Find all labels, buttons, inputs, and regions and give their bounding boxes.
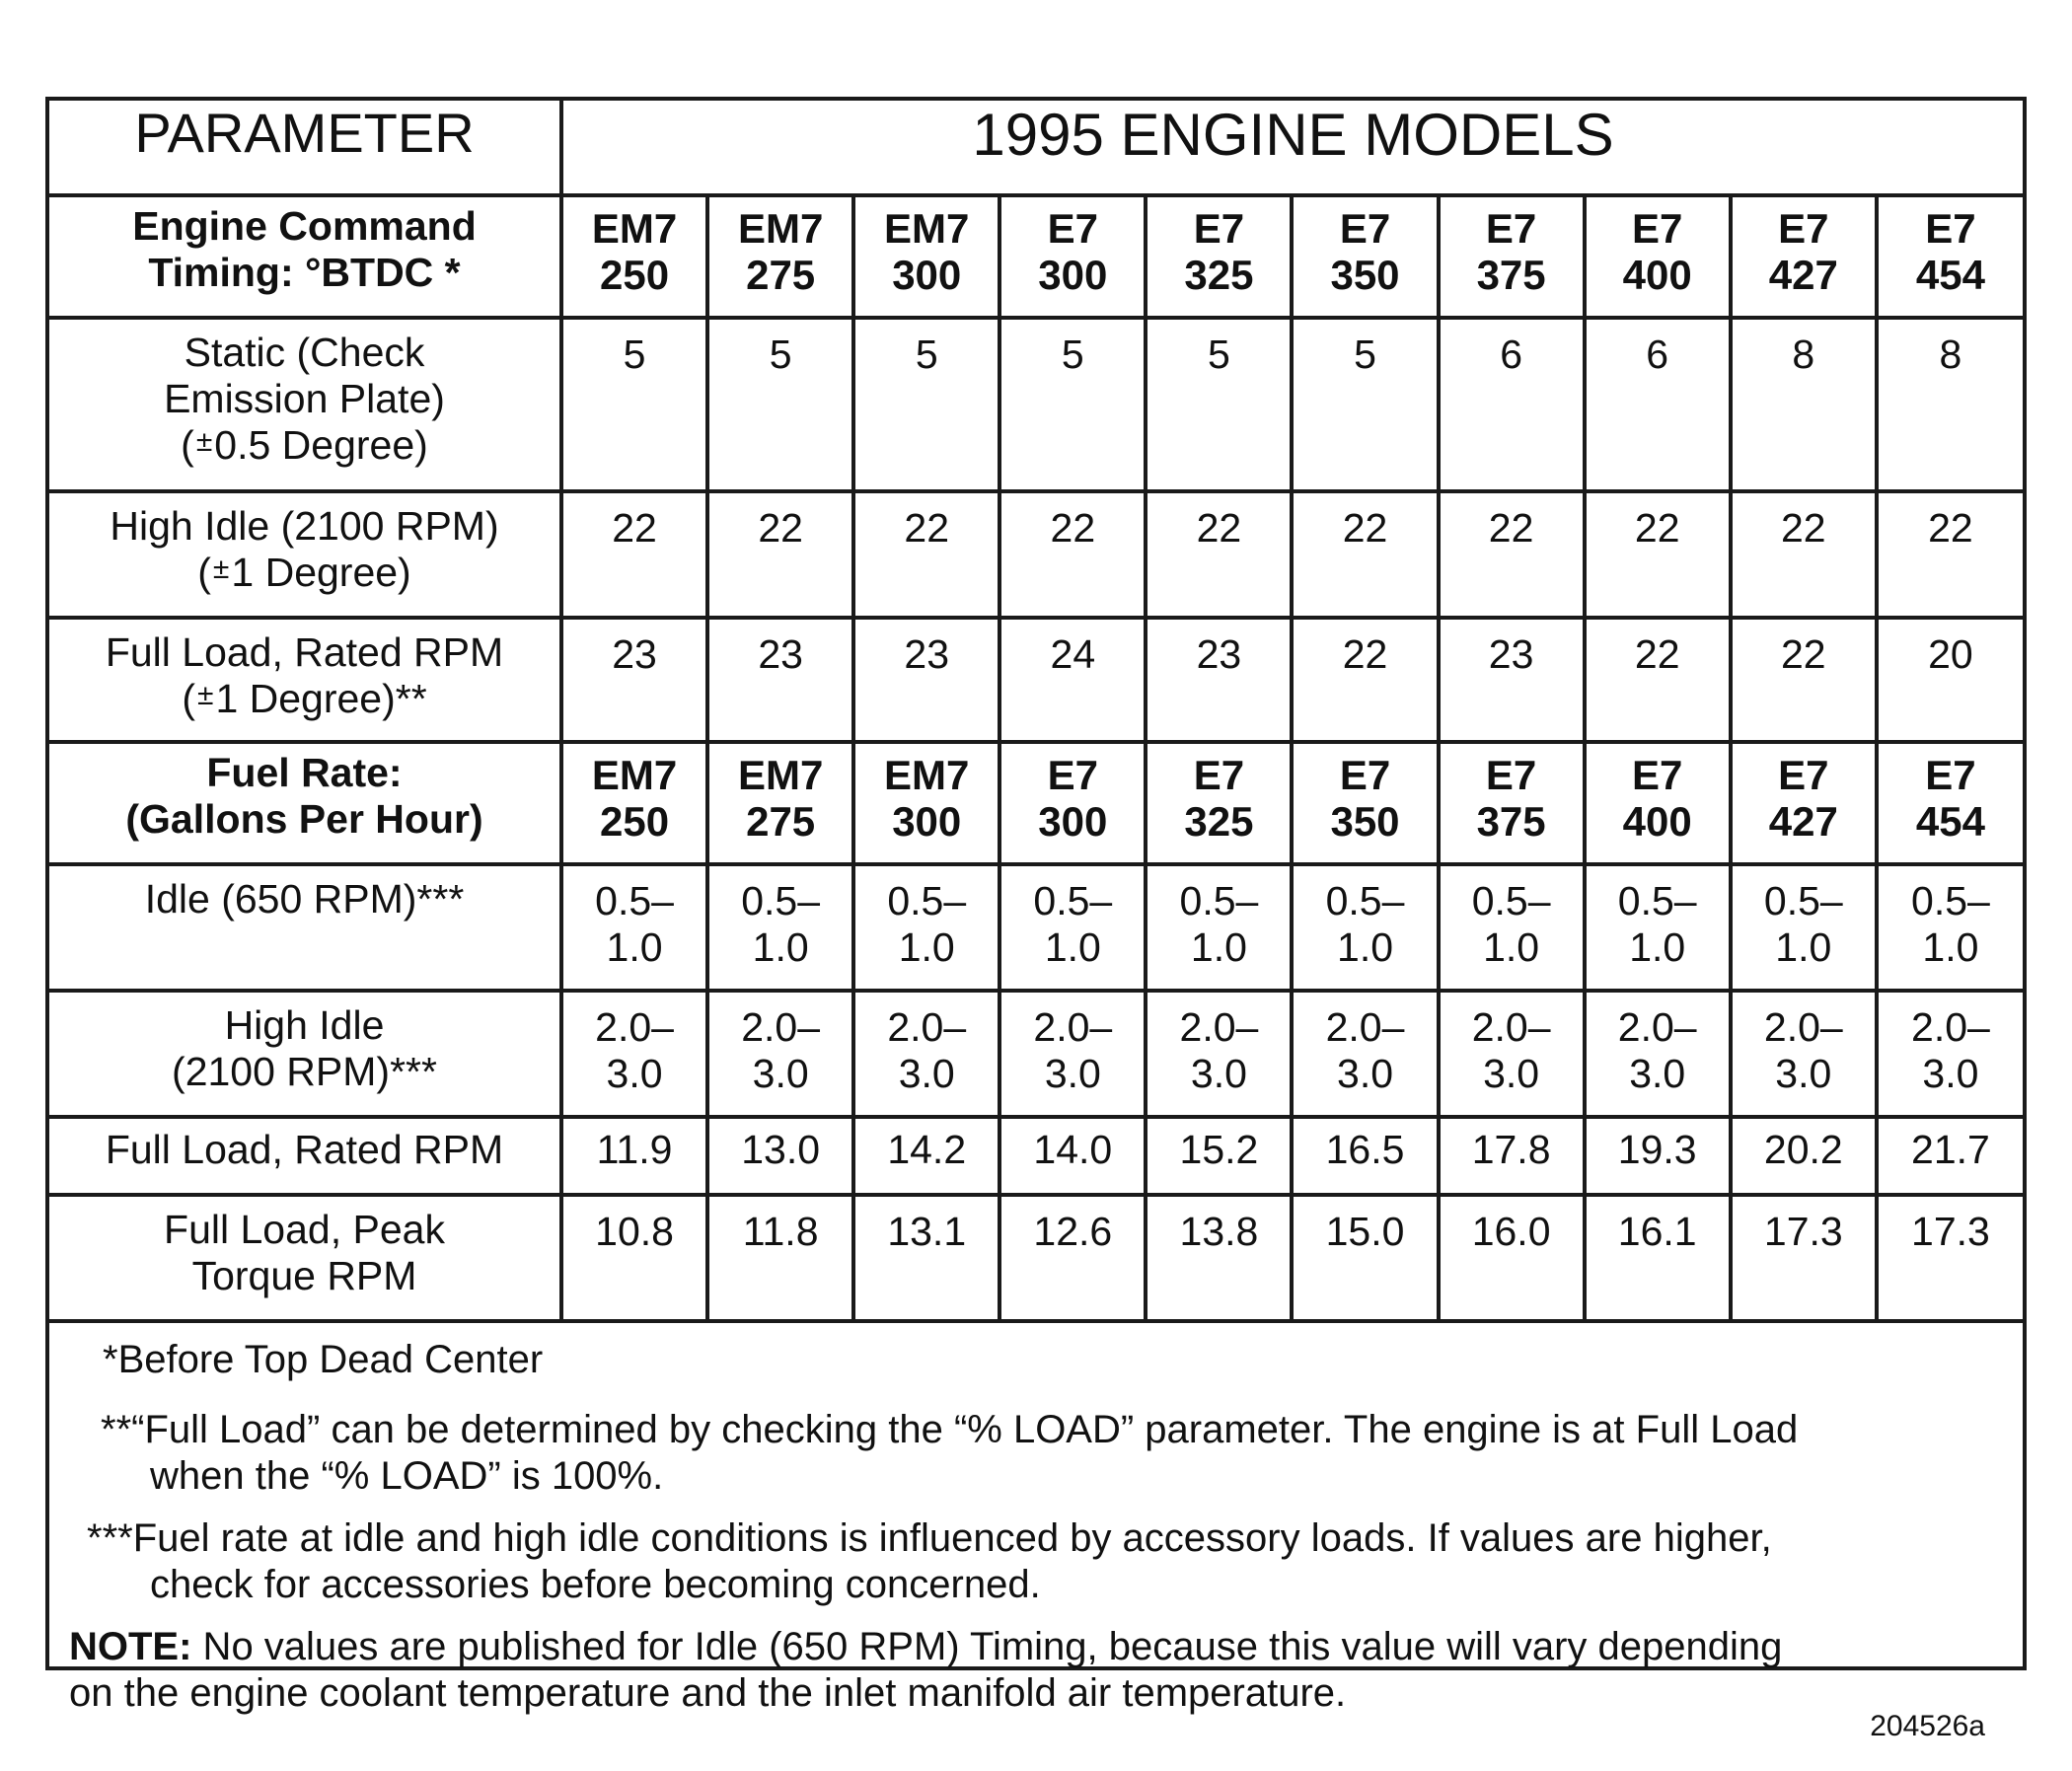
table-cell: 2.0– 3.0 [853,991,999,1117]
table-cell: 22 [853,491,999,618]
parameter-header: PARAMETER [49,101,561,195]
table-cell: 0.5– 1.0 [1292,864,1438,991]
footnote-fuel-rate: ***Fuel rate at idle and high idle conditions is influenced by accessory loads. If values are higher, check for accessories before becoming concerned. [87,1516,1772,1606]
table-cell: 23 [561,618,707,742]
table-cell: 2.0– 3.0 [1731,991,1877,1117]
model-header: E7 427 [1731,195,1877,318]
model-header: E7 454 [1877,742,2023,864]
table-cell: 23 [853,618,999,742]
table-cell: 0.5– 1.0 [1439,864,1585,991]
model-header: E7 400 [1585,195,1731,318]
table-cell: 0.5– 1.0 [561,864,707,991]
table-cell: 5 [1146,318,1292,491]
timing-section-title: Engine Command Timing: °BTDC * [49,195,561,318]
model-header: E7 375 [1439,195,1585,318]
table-cell: 22 [1585,491,1731,618]
table-cell: 17.3 [1731,1195,1877,1321]
table-cell: 10.8 [561,1195,707,1321]
model-header: E7 300 [999,195,1146,318]
table-cell: 0.5– 1.0 [1877,864,2023,991]
table-cell: 20 [1877,618,2023,742]
table-cell: 11.8 [707,1195,853,1321]
model-header: E7 300 [999,742,1146,864]
table-cell: 2.0– 3.0 [1439,991,1585,1117]
table-cell: 23 [1146,618,1292,742]
table-cell: 0.5– 1.0 [1731,864,1877,991]
model-header: E7 325 [1146,742,1292,864]
table-cell: 13.0 [707,1117,853,1195]
table-cell: 20.2 [1731,1117,1877,1195]
table-row [49,1117,2023,1195]
table-cell: 13.8 [1146,1195,1292,1321]
table-cell: 22 [1146,491,1292,618]
table-cell: 0.5– 1.0 [1146,864,1292,991]
note-idle-timing: NOTE: No values are published for Idle (650 RPM) Timing, because this value will vary depending on the engine coolant temperature and the inlet manifold air temperature. [69,1625,1783,1715]
table-cell: 2.0– 3.0 [1146,991,1292,1117]
engine-models-header: 1995 ENGINE MODELS [561,101,2023,195]
table-cell: 22 [1877,491,2023,618]
table-cell: 5 [999,318,1146,491]
table-cell: 22 [561,491,707,618]
table-cell: 12.6 [999,1195,1146,1321]
plus-minus-symbol: ± [196,679,214,711]
table-cell: 21.7 [1877,1117,2023,1195]
table-cell: 22 [1731,491,1877,618]
table-cell: 16.0 [1439,1195,1585,1321]
table-cell: 16.1 [1585,1195,1731,1321]
table-cell: 19.3 [1585,1117,1731,1195]
row-label-full-load-peak-torque-fuel: Full Load, Peak Torque RPM [49,1195,561,1321]
table-cell: 22 [1292,491,1438,618]
model-header: E7 350 [1292,742,1438,864]
table-cell: 22 [1292,618,1438,742]
model-header: EM7 250 [561,195,707,318]
table-cell: 13.1 [853,1195,999,1321]
model-header: EM7 300 [853,195,999,318]
model-header: E7 454 [1877,195,2023,318]
table-cell: 0.5– 1.0 [1585,864,1731,991]
row-label-high-idle-fuel: High Idle (2100 RPM)*** [49,991,561,1117]
fuel-section-title: Fuel Rate: (Gallons Per Hour) [49,742,561,864]
fuel-section-header-row [49,742,2023,864]
table-cell: 0.5– 1.0 [853,864,999,991]
model-header: EM7 275 [707,195,853,318]
table-row [49,864,2023,991]
table-cell: 14.2 [853,1117,999,1195]
row-label-static: Static (Check Emission Plate) (±0.5 Degree) [49,318,561,491]
table-cell: 23 [707,618,853,742]
table-cell: 22 [1731,618,1877,742]
table-cell: 14.0 [999,1117,1146,1195]
table-row [49,491,2023,618]
table-cell: 5 [1292,318,1438,491]
table-cell: 2.0– 3.0 [1877,991,2023,1117]
table-cell: 2.0– 3.0 [1292,991,1438,1117]
row-label-full-load-timing: Full Load, Rated RPM (±1 Degree)** [49,618,561,742]
footnotes [49,1323,2023,1717]
figure-id: 204526a [1870,1710,1985,1742]
table-cell: 17.8 [1439,1117,1585,1195]
table-row [49,618,2023,742]
table-row [49,318,2023,491]
table-row [49,991,2023,1117]
model-header: E7 350 [1292,195,1438,318]
table-cell: 23 [1439,618,1585,742]
engine-spec-table [49,101,2023,1323]
table-cell: 2.0– 3.0 [1585,991,1731,1117]
model-header: E7 325 [1146,195,1292,318]
table-cell: 6 [1439,318,1585,491]
table-cell: 5 [561,318,707,491]
plus-minus-symbol: ± [212,553,230,585]
table-cell: 22 [1439,491,1585,618]
model-header: EM7 250 [561,742,707,864]
model-header: E7 375 [1439,742,1585,864]
table-cell: 5 [853,318,999,491]
table-cell: 22 [999,491,1146,618]
note-label: NOTE: [69,1625,192,1668]
model-header: EM7 300 [853,742,999,864]
table-cell: 2.0– 3.0 [561,991,707,1117]
model-header: E7 427 [1731,742,1877,864]
row-label-idle-fuel: Idle (650 RPM)*** [49,864,561,991]
table-cell: 15.2 [1146,1117,1292,1195]
table-row [49,1195,2023,1321]
timing-section-header-row [49,195,2023,318]
table-cell: 6 [1585,318,1731,491]
table-cell: 24 [999,618,1146,742]
table-cell: 5 [707,318,853,491]
table-cell: 22 [1585,618,1731,742]
engine-spec-sheet [45,97,2027,1715]
table-cell: 17.3 [1877,1195,2023,1321]
table-cell: 2.0– 3.0 [999,991,1146,1117]
table-header-row [49,101,2023,195]
footnote-full-load: **“Full Load” can be determined by checking the “% LOAD” parameter. The engine is at Full Load when the “% LOAD” is 100%. [101,1408,1799,1498]
table-cell: 8 [1877,318,2023,491]
plus-minus-symbol: ± [195,425,213,458]
row-label-full-load-rated-fuel: Full Load, Rated RPM [49,1117,561,1195]
table-cell: 8 [1731,318,1877,491]
table-cell: 16.5 [1292,1117,1438,1195]
row-label-high-idle-timing: High Idle (2100 RPM) (±1 Degree) [49,491,561,618]
table-cell: 22 [707,491,853,618]
table-cell: 0.5– 1.0 [707,864,853,991]
table-cell: 15.0 [1292,1195,1438,1321]
model-header: EM7 275 [707,742,853,864]
table-cell: 2.0– 3.0 [707,991,853,1117]
model-header: E7 400 [1585,742,1731,864]
footnote-btdc: *Before Top Dead Center [103,1338,544,1381]
table-cell: 11.9 [561,1117,707,1195]
table-cell: 0.5– 1.0 [999,864,1146,991]
